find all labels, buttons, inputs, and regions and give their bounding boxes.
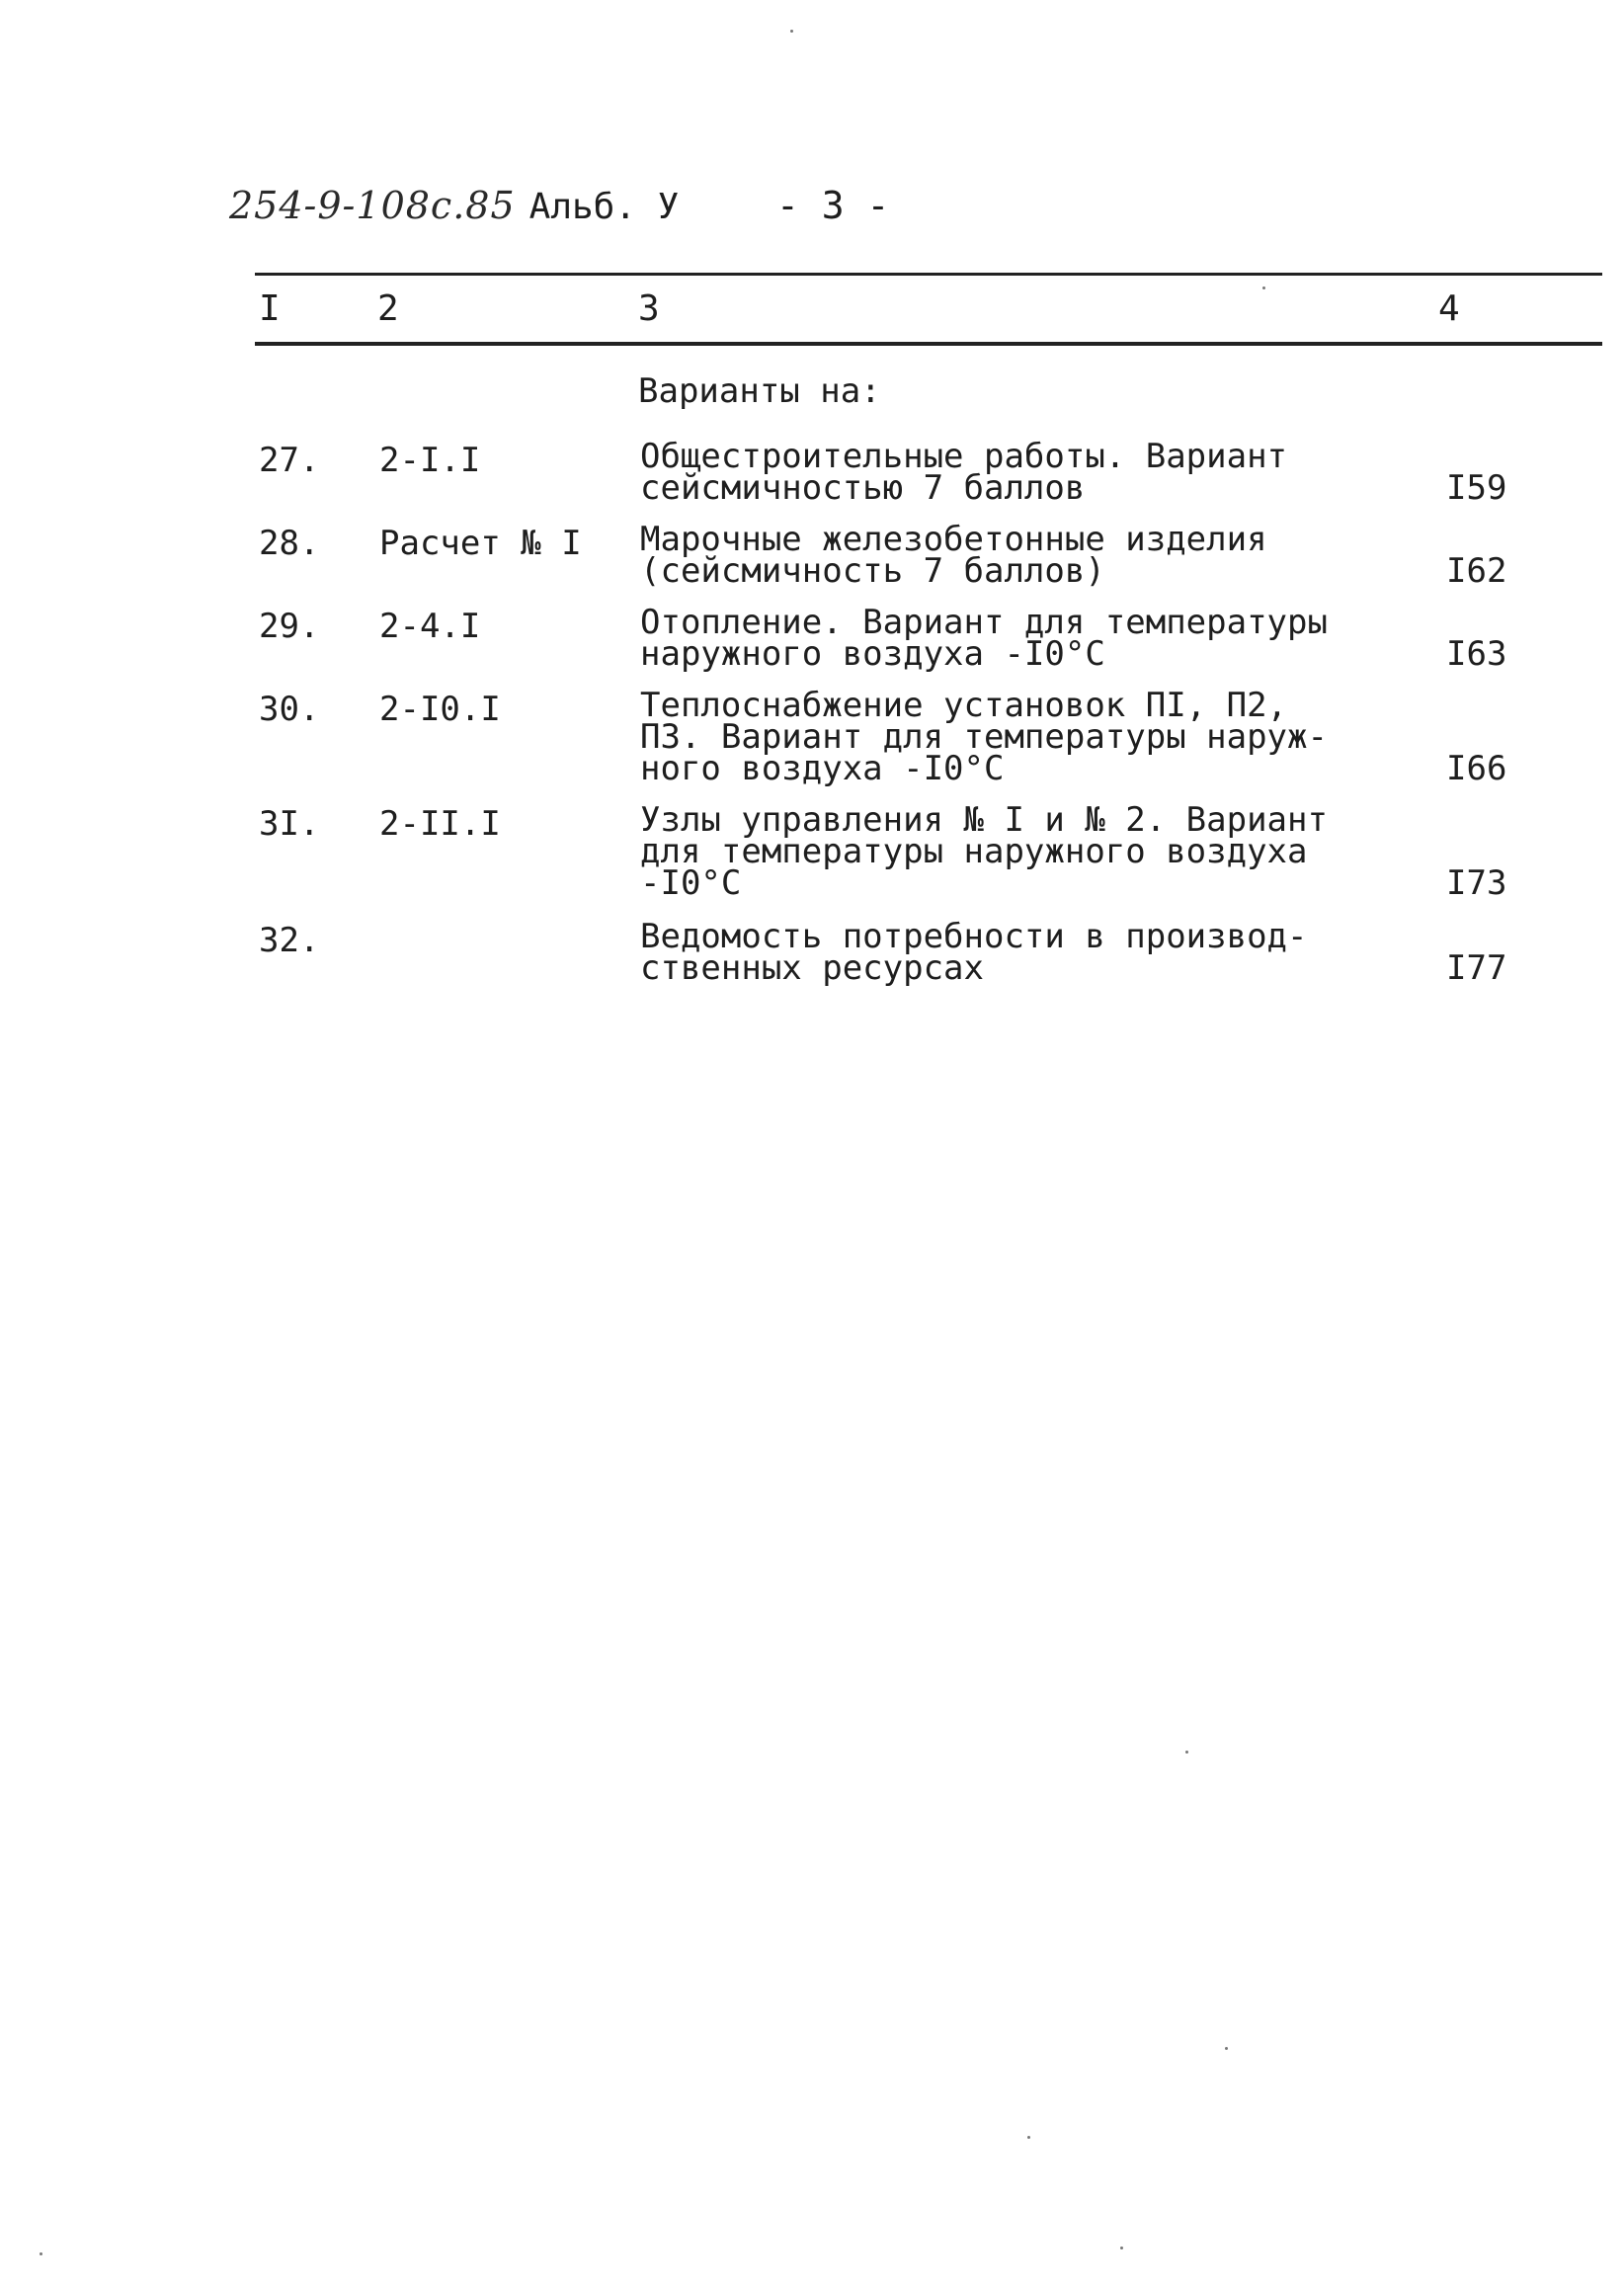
column-header-4: 4	[1438, 288, 1460, 329]
row-reference: 2-4.I	[379, 607, 481, 646]
row-number: 30.	[259, 690, 320, 729]
row-description: Отопление. Вариант для температуры наружного воздуха -I0°C	[640, 603, 1328, 674]
row-page: I63	[1446, 634, 1507, 674]
row-page: I73	[1446, 863, 1507, 903]
scan-speck	[1027, 2136, 1030, 2139]
table-top-rule	[255, 273, 1602, 276]
section-title: Варианты на:	[638, 371, 881, 411]
row-page: I59	[1446, 468, 1507, 508]
scan-speck	[40, 2252, 42, 2255]
row-description: Общестроительные работы. Вариант сейсмичностью 7 баллов	[640, 437, 1288, 508]
document-header	[229, 184, 679, 243]
column-header-1: I	[259, 288, 281, 329]
document-code: 254-9-108с.85	[229, 184, 516, 227]
row-page: I77	[1446, 948, 1507, 988]
row-number: 29.	[259, 607, 320, 646]
scan-speck	[1262, 286, 1265, 289]
table-header-rule	[255, 342, 1602, 346]
row-reference: 2-II.I	[379, 804, 501, 844]
page-number: - 3 -	[776, 184, 890, 227]
column-header-2: 2	[377, 288, 399, 329]
row-reference: Расчет № I	[379, 524, 582, 563]
row-reference: 2-I.I	[379, 441, 481, 480]
row-number: 27.	[259, 441, 320, 480]
album-label: Альб. У	[528, 187, 680, 227]
scan-speck	[1225, 2047, 1228, 2050]
row-reference: 2-I0.I	[379, 690, 501, 729]
row-number: 32.	[259, 921, 320, 960]
scan-speck	[790, 30, 793, 33]
row-description: Ведомость потребности в производ- ственных ресурсах	[640, 917, 1308, 988]
row-page: I66	[1446, 749, 1507, 788]
row-description: Узлы управления № I и № 2. Вариант для температуры наружного воздуха -I0°C	[640, 800, 1328, 903]
row-description: Марочные железобетонные изделия (сейсмичность 7 баллов)	[640, 520, 1267, 591]
row-number: 28.	[259, 524, 320, 563]
row-description: Теплоснабжение установок ПI, П2, П3. Вариант для температуры наруж- ного воздуха -I0°C	[640, 686, 1328, 788]
row-page: I62	[1446, 551, 1507, 591]
row-number: 3I.	[259, 804, 320, 844]
column-header-3: 3	[638, 288, 660, 329]
scan-speck	[1185, 1751, 1188, 1754]
scan-speck	[1120, 2247, 1123, 2249]
